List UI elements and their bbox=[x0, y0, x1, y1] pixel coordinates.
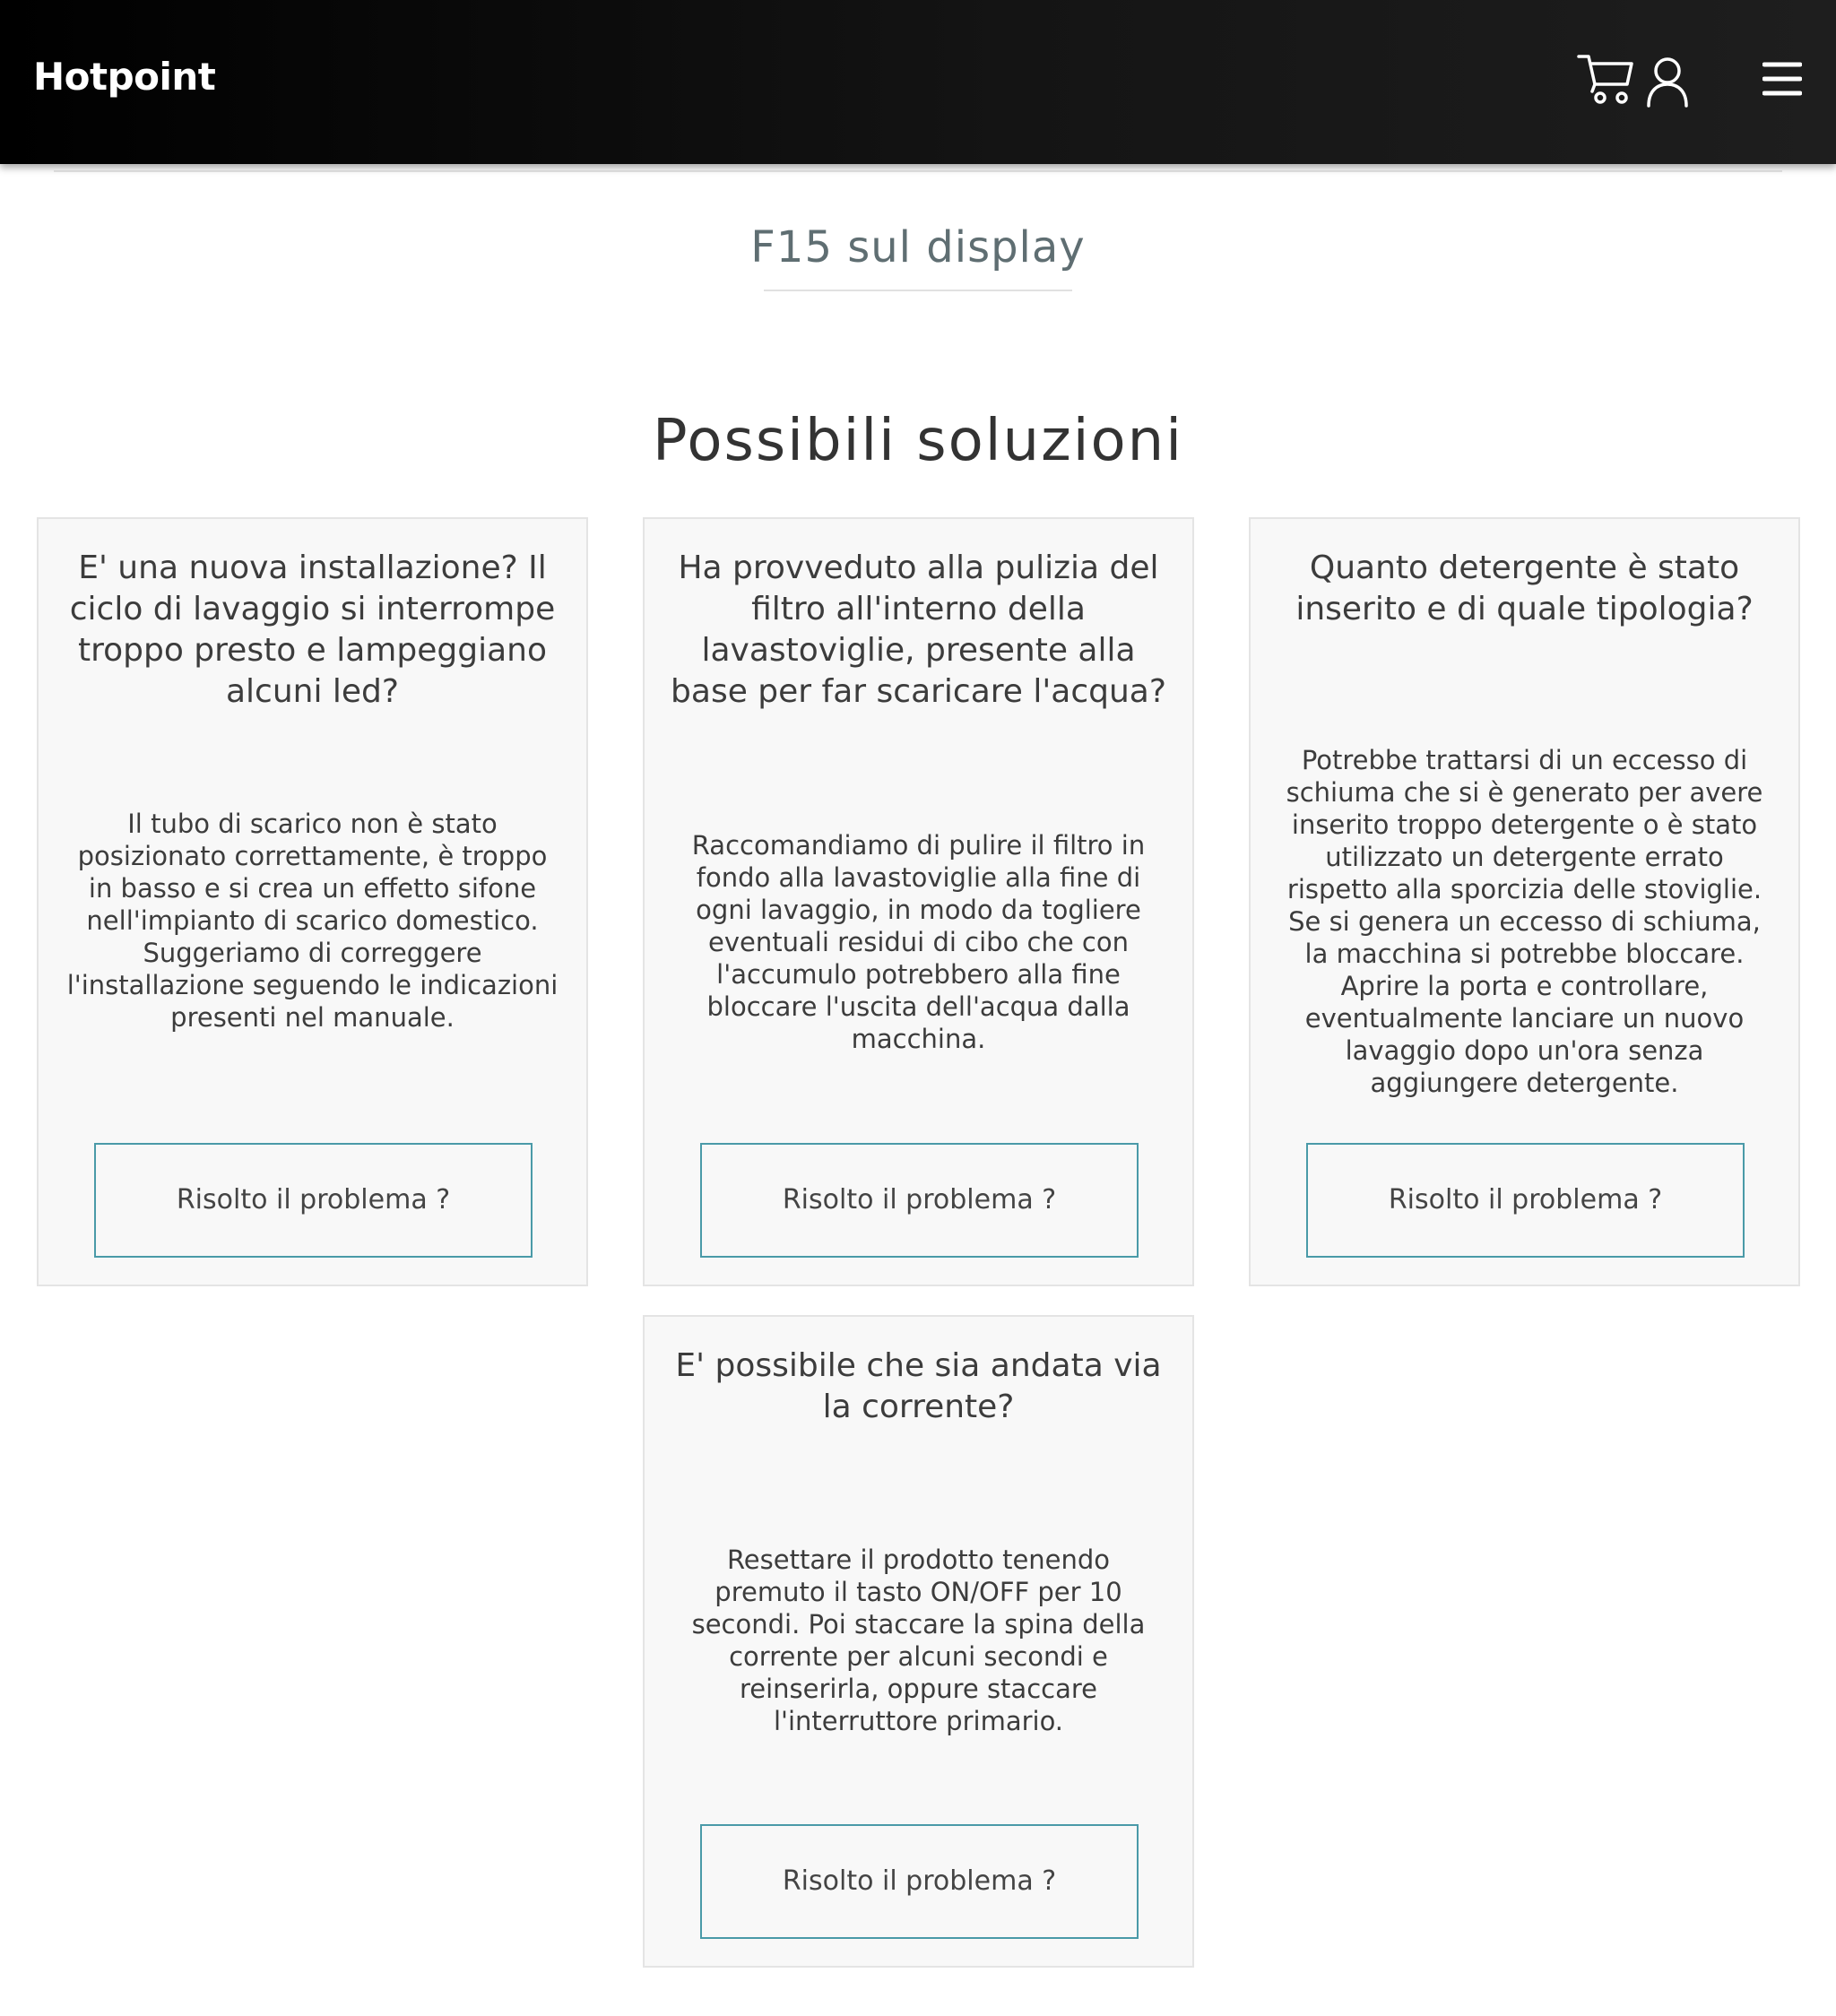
resolved-button[interactable]: Risolto il problema ? bbox=[700, 1143, 1139, 1258]
solution-card bbox=[643, 517, 1194, 1286]
user-icon[interactable] bbox=[1646, 56, 1689, 108]
solution-answer: Resettare il prodotto tenendo premuto il tasto ON/OFF per 10 secondi. Poi staccare la spina della corrente per alcuni secondi e reinserirla, oppure staccare l'interruttore primario. bbox=[691, 1544, 1146, 1736]
solution-card bbox=[643, 1315, 1194, 1968]
solution-question: E' possibile che sia andata via la corrente? bbox=[675, 1347, 1162, 1425]
solution-answer: Raccomandiamo di pulire il filtro in fondo alla lavastoviglie alla fine di ogni lavaggio, in modo da togliere eventuali residui di cibo che con l'accumulo potrebbero alla fine bloccare l'uscita dell'acqua dalla macchina. bbox=[691, 830, 1146, 1054]
brand-logo[interactable]: Hotpoint bbox=[33, 55, 216, 99]
solution-question: E' una nuova installazione? Il ciclo di lavaggio si interrompe troppo presto e lampeggiano alcuni led? bbox=[69, 549, 556, 710]
error-code-title: F15 sul display bbox=[750, 222, 1086, 273]
solutions-heading: Possibili soluzioni bbox=[653, 408, 1183, 474]
cart-icon[interactable] bbox=[1576, 52, 1635, 106]
site-header bbox=[0, 0, 1836, 164]
solution-card bbox=[1249, 517, 1800, 1286]
title-underline bbox=[764, 290, 1072, 291]
solution-answer: Il tubo di scarico non è stato posizionato correttamente, è troppo in basso e si crea un effetto sifone nell'impianto di scarico domestico. Suggeriamo di correggere l'installazione seguendo le indicazioni presenti nel manuale. bbox=[66, 809, 559, 1033]
solution-question: Ha provveduto alla pulizia del filtro all'interno della lavastoviglie, presente alla base per far scaricare l'acqua? bbox=[671, 549, 1166, 710]
solution-question: Quanto detergente è stato inserito e di quale tipologia? bbox=[1295, 549, 1754, 627]
solution-answer: Potrebbe trattarsi di un eccesso di schiuma che si è generato per avere inserito troppo detergente o è stato utilizzato un detergente errato rispetto alla sporcizia delle stoviglie. Se si genera un eccesso di schiuma, la macchina si potrebbe bloccare. Aprire la porta e controllare, eventualmente lanciare un nuovo lavaggio dopo un'ora senza aggiungere detergente. bbox=[1286, 745, 1763, 1098]
top-divider bbox=[54, 170, 1782, 172]
solution-card bbox=[37, 517, 588, 1286]
hamburger-menu-icon[interactable] bbox=[1762, 61, 1802, 97]
resolved-button[interactable]: Risolto il problema ? bbox=[700, 1824, 1139, 1939]
resolved-button[interactable]: Risolto il problema ? bbox=[1306, 1143, 1745, 1258]
resolved-button[interactable]: Risolto il problema ? bbox=[94, 1143, 533, 1258]
